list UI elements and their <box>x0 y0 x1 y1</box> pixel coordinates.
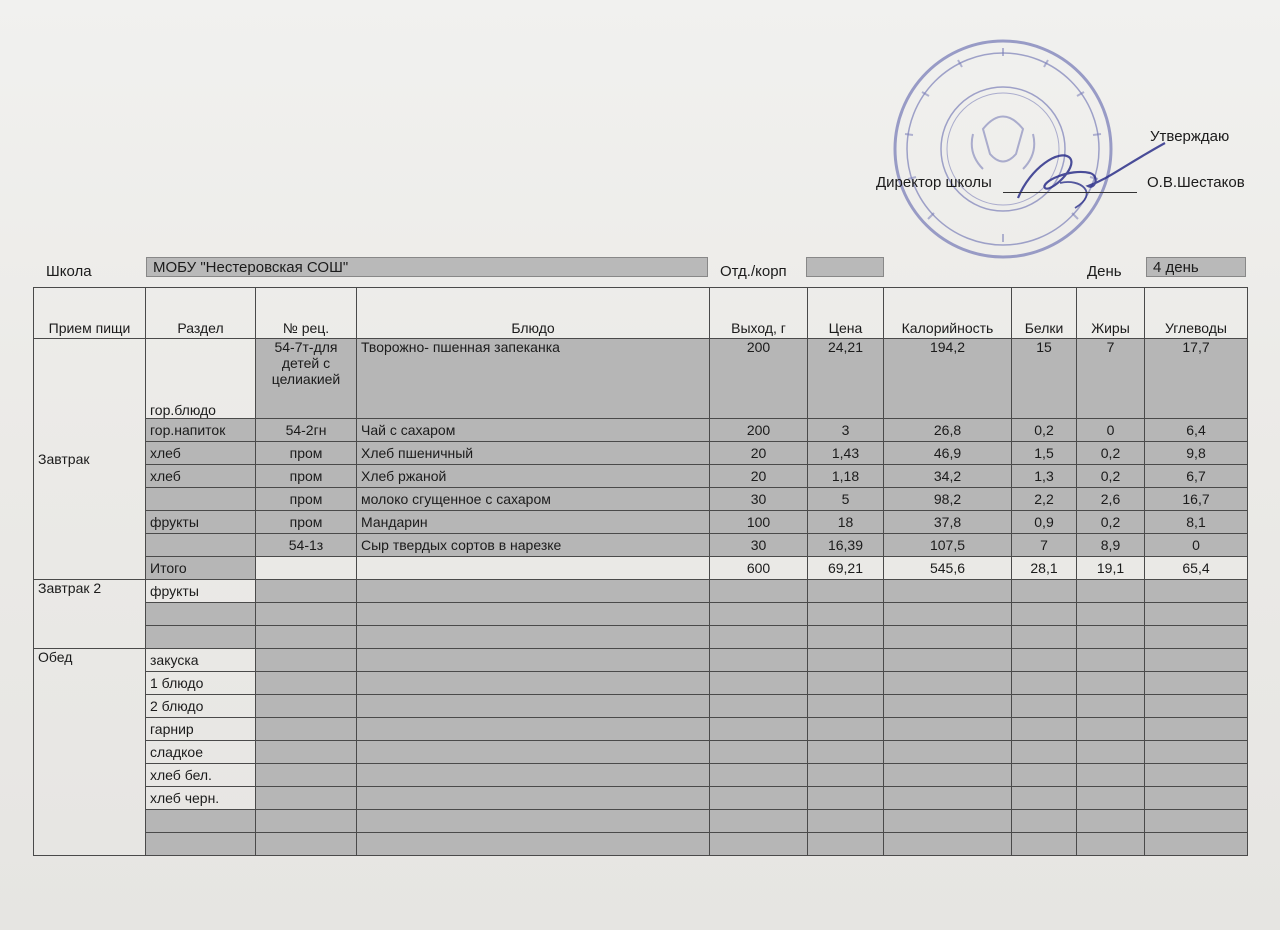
recipe-cell: 54-1з <box>256 534 357 557</box>
total-fat: 19,1 <box>1077 557 1145 580</box>
total-row <box>34 557 1248 580</box>
table-row <box>34 718 1248 741</box>
school-label: Школа <box>46 263 92 280</box>
dish-cell: молоко сгущенное с сахаром <box>357 488 710 511</box>
fat-cell: 0,2 <box>1077 511 1145 534</box>
total-kcal: 545,6 <box>884 557 1012 580</box>
section-cell: хлеб бел. <box>146 764 256 787</box>
table-header-row <box>34 288 1248 339</box>
meal-cell: Завтрак <box>34 339 146 580</box>
price-cell: 18 <box>808 511 884 534</box>
table-row <box>34 741 1248 764</box>
section-cell: закуска <box>146 649 256 672</box>
carbs-cell: 0 <box>1145 534 1248 557</box>
table-row <box>34 511 1248 534</box>
protein-cell: 15 <box>1012 339 1077 419</box>
carbs-cell: 6,4 <box>1145 419 1248 442</box>
section-cell: гор.напиток <box>146 419 256 442</box>
section-cell: хлеб <box>146 442 256 465</box>
price-cell: 1,43 <box>808 442 884 465</box>
yield-cell: 20 <box>710 465 808 488</box>
protein-cell: 1,5 <box>1012 442 1077 465</box>
dish-cell: Хлеб пшеничный <box>357 442 710 465</box>
dish-cell: Сыр твердых сортов в нарезке <box>357 534 710 557</box>
col-header: Углеводы <box>1145 288 1248 339</box>
section-cell <box>146 603 256 626</box>
section-cell: фрукты <box>146 511 256 534</box>
table-row <box>34 764 1248 787</box>
table-row <box>34 626 1248 649</box>
menu-table <box>33 287 1248 856</box>
meal-cell: Завтрак 2 <box>34 580 146 649</box>
director-label: Директор школы <box>876 174 992 191</box>
day-label: День <box>1087 263 1122 280</box>
recipe-cell: пром <box>256 511 357 534</box>
carbs-cell: 16,7 <box>1145 488 1248 511</box>
section-cell: хлеб <box>146 465 256 488</box>
section-cell <box>146 833 256 856</box>
price-cell: 1,18 <box>808 465 884 488</box>
table-row <box>34 672 1248 695</box>
school-field[interactable]: МОБУ "Нестеровская СОШ" <box>146 257 708 277</box>
section-cell <box>146 534 256 557</box>
yield-cell: 20 <box>710 442 808 465</box>
fat-cell: 0,2 <box>1077 442 1145 465</box>
section-cell: 2 блюдо <box>146 695 256 718</box>
total-carbs: 65,4 <box>1145 557 1248 580</box>
fat-cell: 0,2 <box>1077 465 1145 488</box>
fat-cell: 2,6 <box>1077 488 1145 511</box>
col-header: Блюдо <box>357 288 710 339</box>
protein-cell: 7 <box>1012 534 1077 557</box>
table-row <box>34 649 1248 672</box>
kcal-cell: 98,2 <box>884 488 1012 511</box>
table-row <box>34 787 1248 810</box>
table-row <box>34 442 1248 465</box>
fat-cell: 8,9 <box>1077 534 1145 557</box>
kcal-cell: 194,2 <box>884 339 1012 419</box>
price-cell: 24,21 <box>808 339 884 419</box>
total-protein: 28,1 <box>1012 557 1077 580</box>
recipe-cell: пром <box>256 488 357 511</box>
carbs-cell: 8,1 <box>1145 511 1248 534</box>
price-cell: 5 <box>808 488 884 511</box>
section-cell <box>146 488 256 511</box>
recipe-cell: пром <box>256 442 357 465</box>
section-cell <box>146 810 256 833</box>
col-header: Прием пищи <box>34 288 146 339</box>
yield-cell: 200 <box>710 339 808 419</box>
col-header: Раздел <box>146 288 256 339</box>
carbs-cell: 17,7 <box>1145 339 1248 419</box>
total-recipe-cell <box>256 557 357 580</box>
table-row <box>34 419 1248 442</box>
dish-cell: Мандарин <box>357 511 710 534</box>
yield-cell: 30 <box>710 488 808 511</box>
col-header: Выход, г <box>710 288 808 339</box>
recipe-cell: 54-7т-для детей с целиакией <box>256 339 357 419</box>
section-cell: гор.блюдо <box>146 339 256 419</box>
recipe-cell: пром <box>256 465 357 488</box>
kcal-cell: 46,9 <box>884 442 1012 465</box>
table-row <box>34 465 1248 488</box>
price-cell: 16,39 <box>808 534 884 557</box>
protein-cell: 0,9 <box>1012 511 1077 534</box>
carbs-cell: 6,7 <box>1145 465 1248 488</box>
day-field[interactable]: 4 день <box>1146 257 1246 277</box>
table-row <box>34 580 1248 603</box>
yield-cell: 30 <box>710 534 808 557</box>
director-signature <box>1000 138 1170 218</box>
signature-line <box>1003 192 1137 193</box>
col-header: Цена <box>808 288 884 339</box>
col-header: Калорийность <box>884 288 1012 339</box>
approve-label: Утверждаю <box>1150 128 1230 145</box>
section-cell: сладкое <box>146 741 256 764</box>
dept-field[interactable] <box>806 257 884 277</box>
carbs-cell: 9,8 <box>1145 442 1248 465</box>
section-cell: фрукты <box>146 580 256 603</box>
table-row <box>34 695 1248 718</box>
table-row <box>34 603 1248 626</box>
dish-cell: Чай с сахаром <box>357 419 710 442</box>
protein-cell: 2,2 <box>1012 488 1077 511</box>
yield-cell: 100 <box>710 511 808 534</box>
total-label: Итого <box>146 557 256 580</box>
section-cell: 1 блюдо <box>146 672 256 695</box>
table-row <box>34 534 1248 557</box>
dish-cell: Творожно- пшенная запеканка <box>357 339 710 419</box>
meal-cell: Обед <box>34 649 146 856</box>
section-cell: хлеб черн. <box>146 787 256 810</box>
kcal-cell: 26,8 <box>884 419 1012 442</box>
col-header: Белки <box>1012 288 1077 339</box>
director-name: О.В.Шестаков <box>1147 174 1245 191</box>
kcal-cell: 107,5 <box>884 534 1012 557</box>
price-cell: 3 <box>808 419 884 442</box>
table-row <box>34 810 1248 833</box>
col-header: Жиры <box>1077 288 1145 339</box>
protein-cell: 0,2 <box>1012 419 1077 442</box>
dish-cell: Хлеб ржаной <box>357 465 710 488</box>
table-row <box>34 833 1248 856</box>
protein-cell: 1,3 <box>1012 465 1077 488</box>
total-yield: 600 <box>710 557 808 580</box>
fat-cell: 0 <box>1077 419 1145 442</box>
table-row <box>34 339 1248 419</box>
total-dish-cell <box>357 557 710 580</box>
fat-cell: 7 <box>1077 339 1145 419</box>
col-header: № рец. <box>256 288 357 339</box>
total-price: 69,21 <box>808 557 884 580</box>
kcal-cell: 37,8 <box>884 511 1012 534</box>
section-cell: гарнир <box>146 718 256 741</box>
recipe-cell: 54-2гн <box>256 419 357 442</box>
kcal-cell: 34,2 <box>884 465 1012 488</box>
yield-cell: 200 <box>710 419 808 442</box>
section-cell <box>146 626 256 649</box>
table-row <box>34 488 1248 511</box>
dept-label: Отд./корп <box>720 263 787 280</box>
